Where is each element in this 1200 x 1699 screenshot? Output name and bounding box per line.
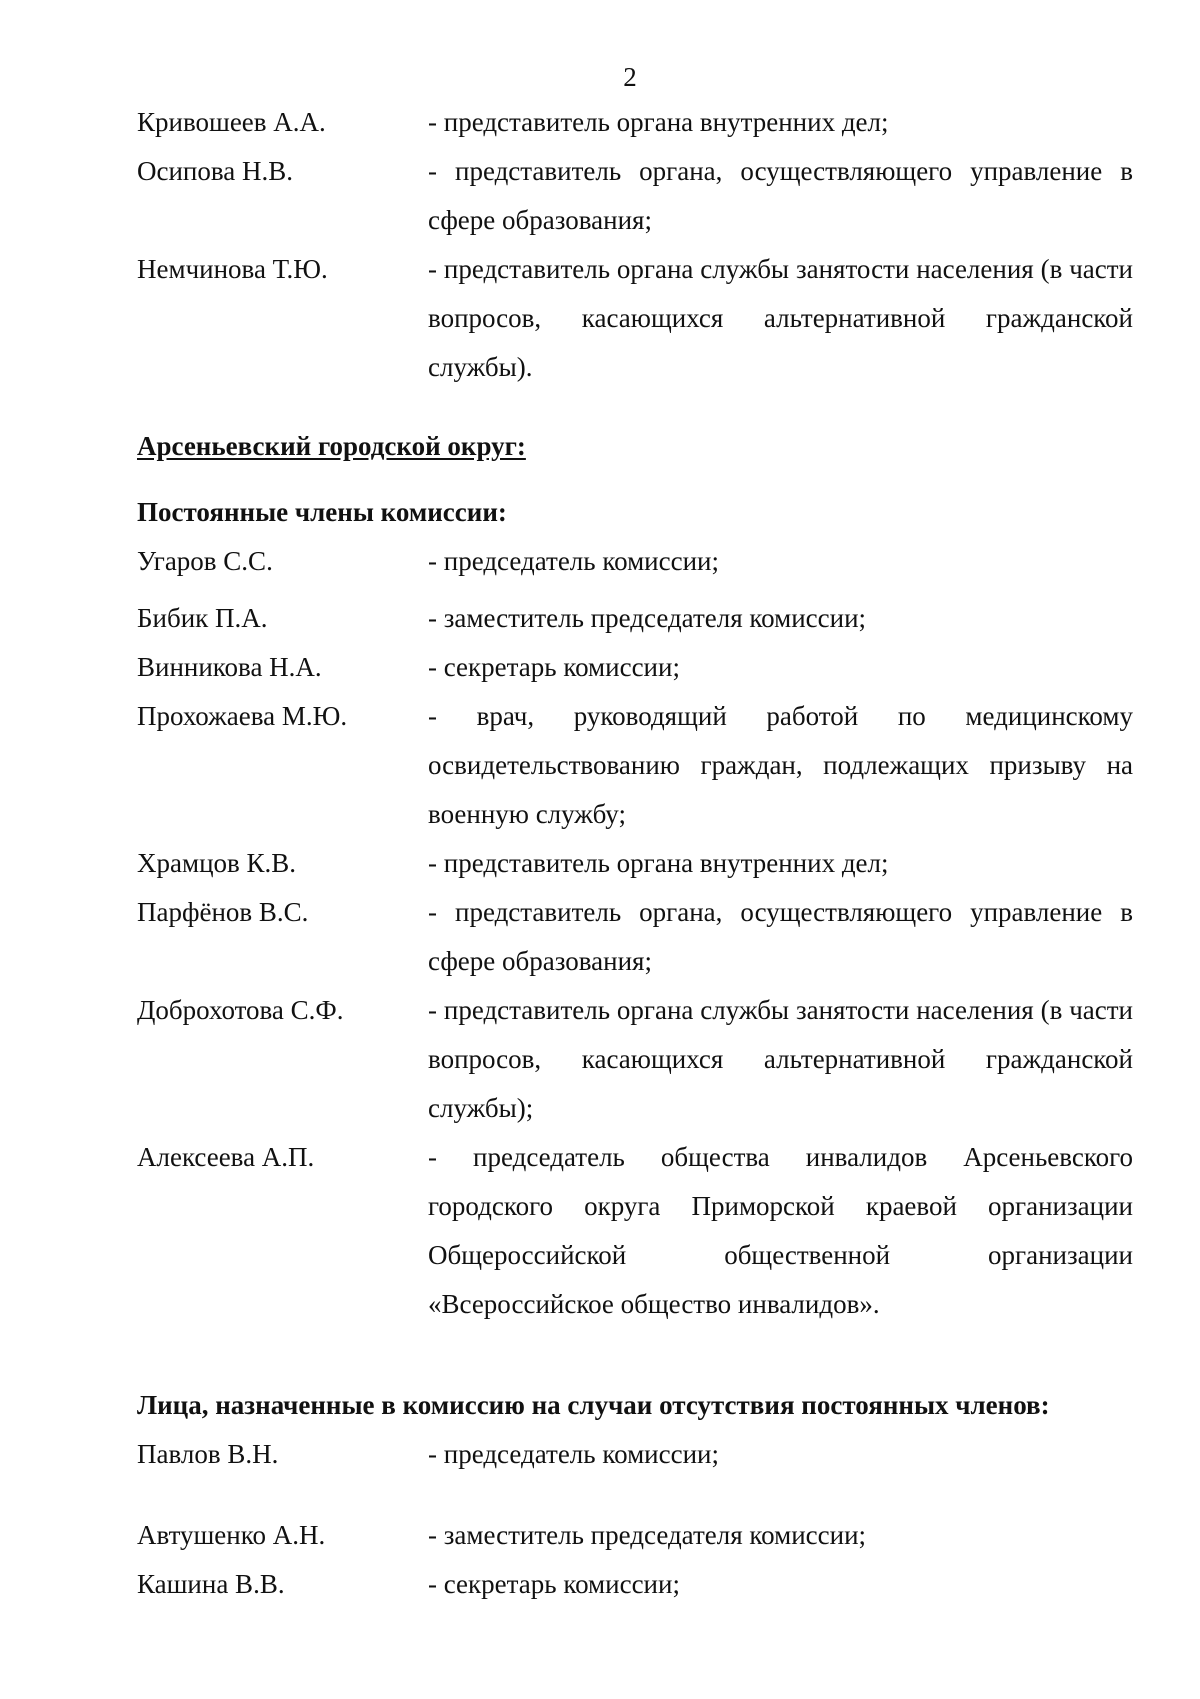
member-role: - представитель органа, осуществляющего управление в сфере образования; [428,156,1133,235]
member-role: - представитель органа службы занятости населения (в части вопросов, касающихся альтернативной гражданской службы); [428,995,1133,1123]
permanent-members-list [137,537,1133,1329]
member-name: Осипова Н.В. [137,156,294,186]
member-name: Винникова Н.А. [137,652,322,682]
member-name: Доброхотова С.Ф. [137,995,344,1025]
substitutes-heading: Лица, назначенные в комиссию на случаи отсутствия постоянных членов: [137,1390,1050,1420]
member-row [137,594,1133,643]
district-heading: Арсеньевский городской округ: [137,431,526,461]
member-role: - представитель органа, осуществляющего управление в сфере образования; [428,897,1133,976]
member-role: - врач, руководящий работой по медицинскому освидетельствованию граждан, подлежащих призыву на военную службу; [428,701,1133,829]
member-row [137,245,1133,392]
member-name: Храмцов К.В. [137,848,297,878]
member-name: Прохожаева М.Ю. [137,701,348,731]
member-row [137,888,1133,986]
member-role: - представитель органа службы занятости населения (в части вопросов, касающихся альтернативной гражданской службы). [428,254,1133,382]
member-role: - заместитель председателя комиссии; [428,1520,867,1550]
member-role: - заместитель председателя комиссии; [428,603,867,633]
substitute-members-list [137,1430,1133,1609]
member-row [137,1430,1133,1479]
member-name: Кривошеев А.А. [137,107,326,137]
member-name: Павлов В.Н. [137,1439,279,1469]
member-row [137,1133,1133,1329]
member-name: Угаров С.С. [137,546,273,576]
top-members-list [137,98,1133,392]
member-row [137,839,1133,888]
member-name: Бибик П.А. [137,603,268,633]
member-row [137,1560,1133,1609]
member-row [137,643,1133,692]
member-role: - секретарь комиссии; [428,652,680,682]
member-row [137,1511,1133,1560]
member-name: Автушенко А.Н. [137,1520,326,1550]
member-row [137,98,1133,147]
permanent-members-heading: Постоянные члены комиссии: [137,497,507,527]
member-name: Алексеева А.П. [137,1142,315,1172]
member-role: - председатель комиссии; [428,1439,719,1469]
member-row [137,537,1133,586]
member-row [137,147,1133,245]
member-row [137,986,1133,1133]
member-row [137,692,1133,839]
member-role: - представитель органа внутренних дел; [428,107,889,137]
member-name: Немчинова Т.Ю. [137,254,328,284]
page-number: 2 [623,62,637,92]
member-role: - председатель комиссии; [428,546,719,576]
member-name: Кашина В.В. [137,1569,285,1599]
member-role: - секретарь комиссии; [428,1569,680,1599]
member-name: Парфёнов В.С. [137,897,309,927]
member-role: - представитель органа внутренних дел; [428,848,889,878]
member-role: - председатель общества инвалидов Арсеньевского городского округа Приморской краевой организации Общероссийской общественной организации «Всероссийское общество инвалидов». [428,1142,1133,1319]
